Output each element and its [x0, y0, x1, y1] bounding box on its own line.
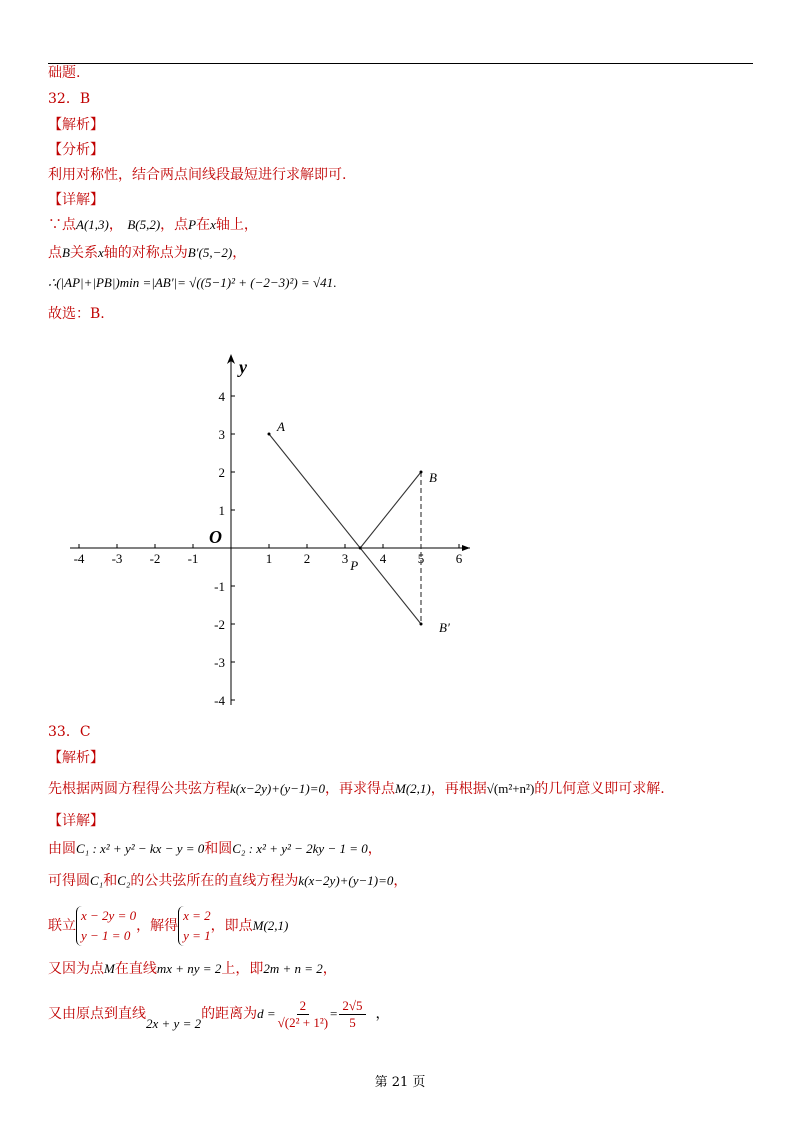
- constraint-equation: 2m + n = 2: [263, 961, 323, 976]
- system-eq-2: y − 1 = 0: [81, 928, 131, 943]
- equation-system: [76, 906, 136, 946]
- text: 的距离为: [201, 1006, 258, 1022]
- y-axis-label: y: [239, 357, 247, 377]
- text: ，点: [160, 217, 189, 233]
- solution-x: x = 2: [183, 908, 211, 923]
- y-tick-label: 1: [218, 503, 225, 518]
- page-number: 第 21 页: [374, 1075, 426, 1090]
- text: 在: [196, 217, 211, 233]
- text: 的几何意义即可求解.: [534, 781, 665, 797]
- solution-y: y = 1: [183, 928, 211, 943]
- sqrt-expr: √(m²+n²): [486, 781, 535, 796]
- x-axis-arrow: [462, 545, 470, 551]
- x-symbol: x: [210, 217, 216, 232]
- c2-symbol: C₂: [117, 873, 131, 888]
- text: 上，即: [221, 961, 264, 977]
- continued-text: 础题.: [48, 65, 81, 81]
- numerator: 2: [297, 998, 310, 1015]
- y-tick-label: 3: [218, 427, 225, 442]
- q33-line3: [48, 872, 407, 890]
- point-label-A: A: [277, 419, 285, 434]
- graph-marks: [265, 419, 450, 635]
- origin-label: O: [209, 527, 222, 547]
- line-equation: 2x + y = 2: [146, 1016, 202, 1031]
- text: 可得圆: [48, 873, 90, 889]
- q33-line2: [48, 840, 382, 858]
- y-tick-label: -3: [214, 655, 225, 670]
- axes: [70, 354, 470, 708]
- text: 由圆: [48, 841, 76, 857]
- text: ，即点: [210, 918, 253, 934]
- x-tick-label: 2: [303, 551, 311, 566]
- y-tick-label: 2: [218, 465, 225, 480]
- point-Bprime-expr: B′(5,−2): [187, 245, 233, 260]
- chord-equation: k(x−2y)+(y−1)=0: [298, 873, 394, 888]
- x-tick-label: 1: [265, 551, 273, 566]
- text: 点: [48, 245, 62, 261]
- text: 先根据两圆方程得公共弦方程: [48, 781, 230, 797]
- x-tick-label: -2: [149, 551, 161, 566]
- denominator: 5: [349, 1014, 356, 1030]
- q32-line1: [48, 216, 258, 234]
- point-B-symbol: B: [62, 245, 70, 260]
- header-rule: [48, 63, 753, 64]
- x-tick-label: -4: [73, 551, 85, 566]
- y-tick-label: 4: [218, 389, 225, 404]
- point-P: [359, 547, 362, 550]
- q32-number: 32．B: [48, 91, 91, 107]
- x-tick-label: -1: [187, 551, 199, 566]
- text: ，再求得点: [325, 781, 395, 797]
- text: ∵点: [48, 217, 76, 233]
- system-eq-1: x − 2y = 0: [81, 908, 137, 923]
- min-distance-formula: ∴(|AP|+|PB|)min =|AB′|= √((5−1)² + (−2−3)²) = √41: [48, 275, 334, 290]
- x-tick-label: 3: [341, 551, 349, 566]
- c1-symbol: C₁: [90, 873, 104, 888]
- text: ，再根据: [430, 781, 487, 797]
- circle-c2-equation: C₂ : x² + y² − 2ky − 1 = 0: [232, 841, 368, 856]
- text: 轴的对称点为: [103, 245, 188, 261]
- segment-A-B′: [269, 434, 421, 624]
- x-tick-label: 5: [417, 551, 425, 566]
- text: ，: [322, 961, 337, 977]
- q32-answer: 故选：B.: [48, 306, 105, 322]
- text: ，: [375, 1006, 390, 1022]
- q32-line2: [48, 244, 246, 262]
- q33-line5: [48, 960, 337, 978]
- text: 轴上，: [215, 217, 258, 233]
- fraction: [278, 998, 328, 1031]
- text: 关系: [69, 245, 98, 261]
- q33-line1: [48, 780, 665, 798]
- point-P-symbol: P: [188, 217, 197, 232]
- point-label-B: B: [429, 470, 437, 485]
- text: 又由原点到直线: [48, 1006, 146, 1022]
- text: 又因为点: [48, 961, 104, 977]
- y-tick-label: -1: [214, 579, 225, 594]
- point-A: [268, 433, 271, 436]
- y-tick-label: -2: [214, 617, 225, 632]
- numerator: 2√5: [339, 998, 365, 1015]
- equals: =: [330, 1006, 338, 1021]
- x-tick-label: -3: [111, 551, 123, 566]
- y-tick-label: -4: [214, 693, 225, 708]
- text: 在直线: [114, 961, 157, 977]
- q33-detail-tag: 【详解】: [48, 813, 104, 829]
- q32-fenxi-text: 利用对称性，结合两点间线段最短进行求解即可.: [48, 167, 347, 183]
- point-B: [420, 471, 423, 474]
- q33-number: 33．C: [48, 724, 91, 740]
- text: 联立: [48, 918, 76, 934]
- text: ，: [108, 217, 123, 233]
- q32-line3: [48, 274, 336, 292]
- line-equation: mx + ny = 2: [156, 961, 222, 976]
- segment-P-B: [360, 472, 421, 548]
- x-symbol: x: [97, 245, 104, 260]
- chord-equation: k(x−2y)+(y−1)=0: [230, 781, 325, 796]
- solution-system: [178, 906, 211, 946]
- q33-line4: [48, 906, 288, 946]
- text: ，: [393, 873, 408, 889]
- text: ，: [232, 245, 247, 261]
- text: 和圆: [204, 841, 233, 857]
- point-B′: [420, 623, 423, 626]
- point-M-symbol: M: [104, 961, 115, 976]
- q32-analysis-tag: 【解析】: [48, 117, 104, 133]
- q32-detail-tag: 【详解】: [48, 192, 104, 208]
- text: .: [333, 275, 337, 290]
- circle-c1-equation: C₁ : x² + y² − kx − y = 0: [76, 841, 205, 856]
- text: 和: [103, 873, 118, 889]
- x-tick-label: 6: [455, 551, 463, 566]
- point-label-Bp: B′: [439, 620, 450, 635]
- fraction: [339, 998, 365, 1031]
- denominator: √(2² + 1²): [277, 1014, 329, 1030]
- text: ，: [367, 841, 382, 857]
- q33-analysis-tag: 【解析】: [48, 750, 104, 766]
- text: ，解得: [136, 918, 179, 934]
- point-M-expr: M(2,1): [252, 918, 289, 933]
- coordinate-graph: [60, 345, 480, 715]
- point-B-expr: B(5,2): [127, 217, 161, 232]
- q32-fenxi-tag: 【分析】: [48, 142, 104, 158]
- x-tick-label: 4: [379, 551, 387, 566]
- text: 的公共弦所在的直线方程为: [130, 873, 299, 889]
- point-A-expr: A(1,3): [76, 217, 109, 232]
- distance-symbol: d =: [257, 1006, 276, 1021]
- point-M-expr: M(2,1): [395, 781, 431, 796]
- q33-line6: [48, 996, 390, 1042]
- point-label-P: P: [350, 558, 359, 573]
